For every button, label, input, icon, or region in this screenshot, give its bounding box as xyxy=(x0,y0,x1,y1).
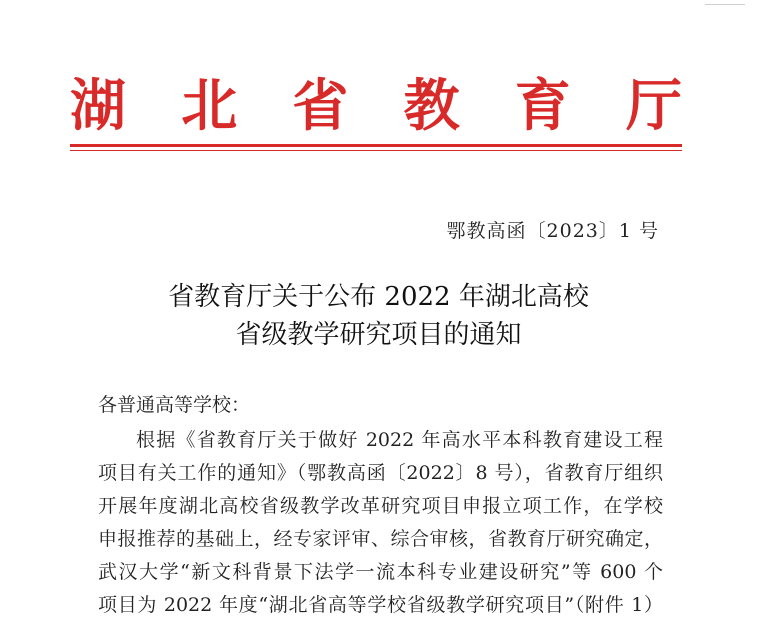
body-line: 项目为 2022 年度“湖北省高等学校省级教学研究项目”（附件 1） xyxy=(98,594,663,616)
masthead-rule-thin xyxy=(70,150,682,151)
body-text xyxy=(98,424,663,622)
masthead-char: 教 xyxy=(403,74,460,139)
title-line-2: 省级教学研究项目的通知 xyxy=(235,320,522,350)
title-line-1: 省教育厅关于公布 2022 年湖北高校 xyxy=(168,282,589,312)
body-line: 武汉大学“新文科背景下法学一流本科专业建设研究”等 600 个 xyxy=(98,561,663,583)
masthead-char: 北 xyxy=(181,74,238,139)
body-line: 项目有关工作的通知》（鄂教高函〔2022〕8 号），省教育厅组织 xyxy=(98,462,663,484)
document-title xyxy=(0,278,757,354)
body-line: 根据《省教育厅关于做好 2022 年高水平本科教育建设工程 xyxy=(136,429,663,451)
body-line: 开展年度湖北高校省级教学改革研究项目申报立项工作，在学校 xyxy=(98,495,663,517)
masthead-rule-thick xyxy=(70,144,682,147)
masthead-char: 厅 xyxy=(625,74,682,139)
masthead xyxy=(70,72,682,142)
scan-mark xyxy=(705,4,745,5)
body-line: 申报推荐的基础上，经专家评审、综合审核，省教育厅研究确定， xyxy=(98,528,663,550)
document-number: 鄂教高函〔2023〕1 号 xyxy=(446,220,659,242)
salutation: 各普通高等学校： xyxy=(98,394,251,416)
masthead-char: 湖 xyxy=(70,74,126,139)
masthead-char: 省 xyxy=(292,74,349,139)
masthead-char: 育 xyxy=(514,74,571,139)
